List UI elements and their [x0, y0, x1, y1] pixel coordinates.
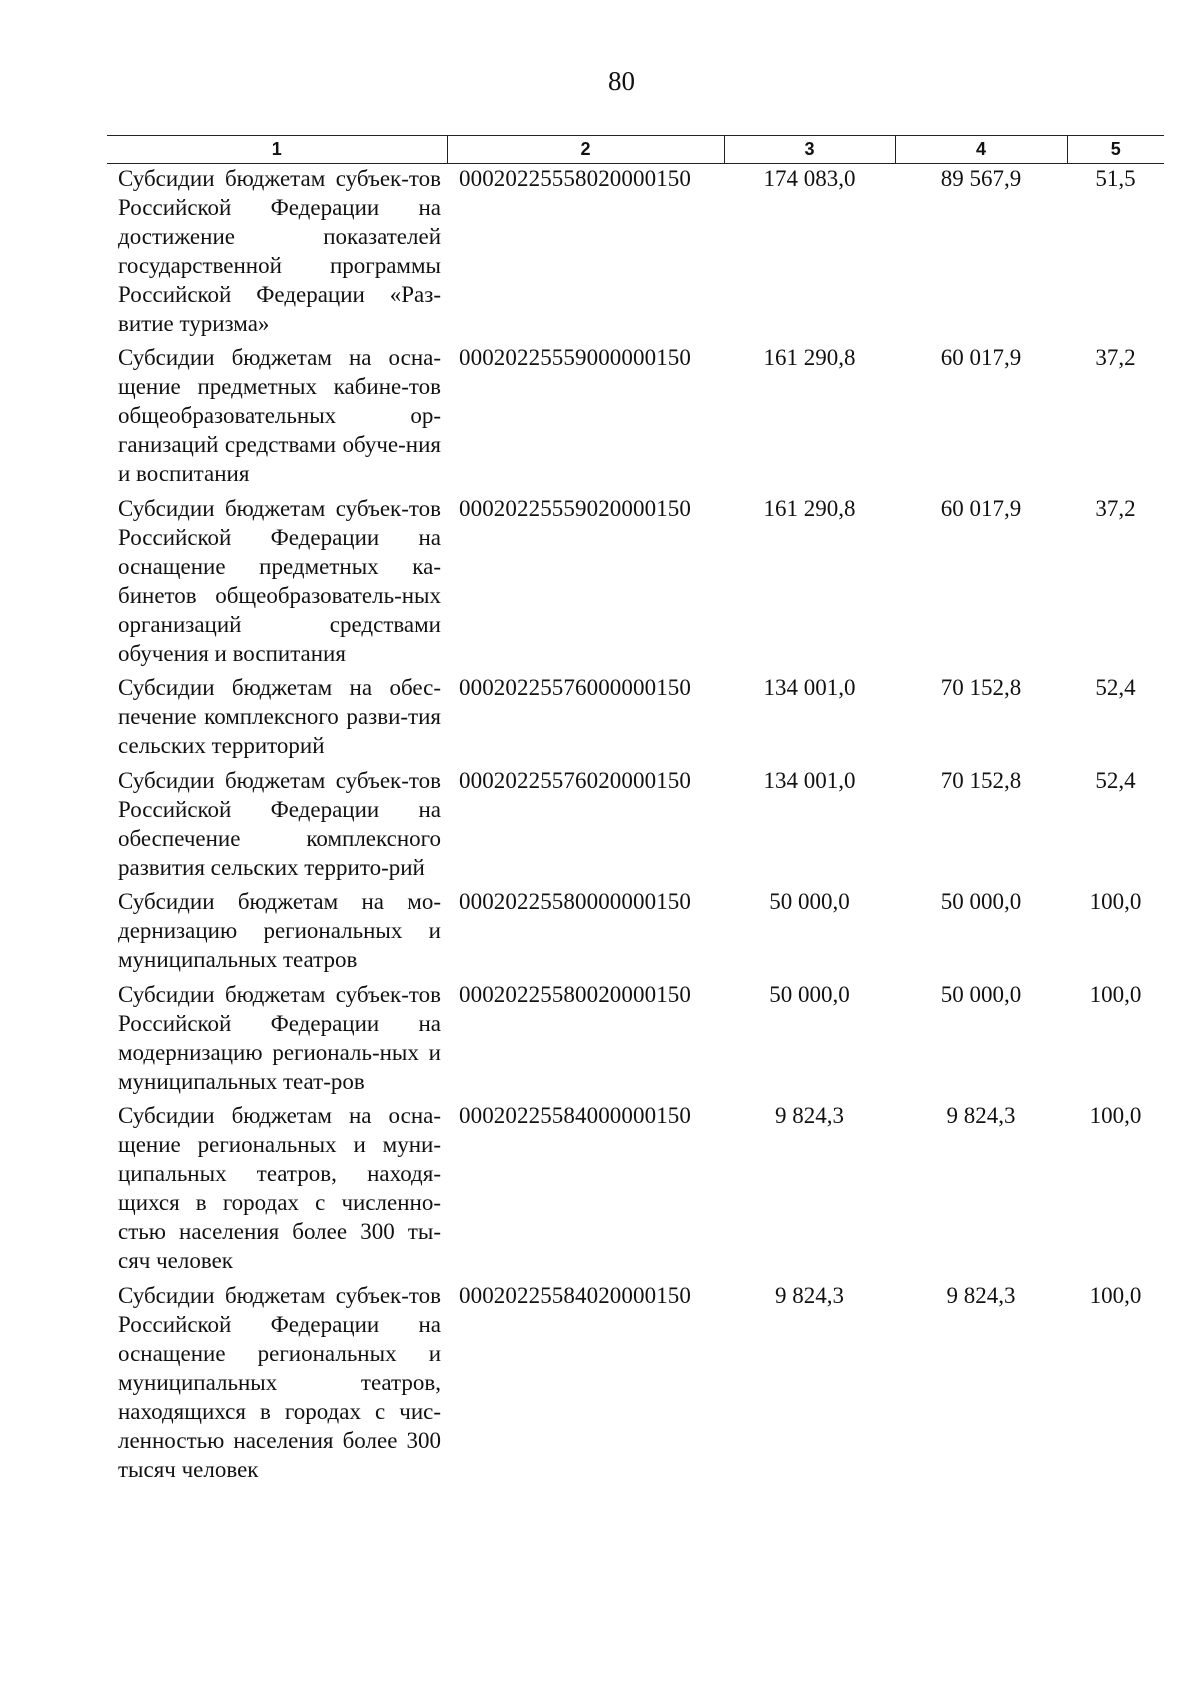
row-code: 00020225580000000150 [459, 889, 691, 914]
column-header-1: 1 [107, 136, 447, 164]
row-actual-value: 60 017,9 [940, 345, 1022, 370]
row-plan-value: 9 824,3 [775, 1103, 844, 1128]
row-name: Субсидии бюджетам субъек-тов Российской Федерации на обеспечение комплексного развития сельских террито-рий [118, 768, 441, 880]
row-name: Субсидии бюджетам на осна-щение предметных кабине-тов общеобразовательных ор-ганизаций средствами обуче-ния и воспитания [118, 345, 441, 486]
row-percent: 100,0 [1089, 1103, 1142, 1128]
row-percent: 52,4 [1095, 768, 1136, 793]
column-header-2: 2 [447, 136, 724, 164]
table-body [107, 164, 1164, 1485]
page-number: 80 [608, 66, 635, 96]
row-actual-value: 89 567,9 [940, 166, 1022, 191]
row-name: Субсидии бюджетам субъек-тов Российской Федерации на оснащение предметных ка-бинетов общеобразователь-ных организаций средствами обучения и воспитания [118, 496, 441, 666]
row-percent: 100,0 [1089, 889, 1142, 914]
row-actual-value: 50 000,0 [940, 889, 1022, 914]
row-name: Субсидии бюджетам субъек-тов Российской Федерации на достижение показателей государственной программы Российской Федерации «Раз-витие туризма» [118, 166, 441, 336]
row-code: 00020225559020000150 [459, 496, 691, 521]
table-row [107, 164, 1164, 344]
row-name: Субсидии бюджетам на обес-печение комплексного разви-тия сельских территорий [118, 675, 441, 758]
row-actual-value: 70 152,8 [940, 675, 1022, 700]
row-name: Субсидии бюджетам субъек-тов Российской Федерации на модернизацию региональ-ных и муниципальных теат-ров [118, 982, 441, 1094]
row-plan-value: 134 001,0 [763, 675, 856, 700]
row-plan-value: 50 000,0 [769, 889, 850, 914]
row-code: 00020225558020000150 [459, 166, 691, 191]
row-code: 00020225580020000150 [459, 982, 691, 1007]
table-row [107, 673, 1164, 766]
row-plan-value: 134 001,0 [763, 768, 856, 793]
row-plan-value: 161 290,8 [763, 496, 856, 521]
row-percent: 100,0 [1089, 982, 1142, 1007]
row-code: 00020225559000000150 [459, 345, 691, 370]
header-row [107, 136, 1164, 164]
table-row [107, 766, 1164, 887]
column-header-4: 4 [895, 136, 1067, 164]
table-row [107, 887, 1164, 980]
row-name: Субсидии бюджетам на мо-дернизацию региональных и муниципальных театров [118, 889, 441, 972]
table-row [107, 494, 1164, 673]
row-name: Субсидии бюджетам субъек-тов Российской Федерации на оснащение региональных и муниципальных театров, находящихся в городах с чис-ленностью населения более 300 тысяч человек [118, 1283, 441, 1482]
row-code: 00020225576000000150 [459, 675, 691, 700]
row-name: Субсидии бюджетам на осна-щение региональных и муни-ципальных театров, находя-щихся в городах с численно-стью населения более 300 ты-сяч человек [118, 1103, 441, 1273]
row-percent: 37,2 [1095, 496, 1136, 521]
column-header-5: 5 [1067, 136, 1164, 164]
row-percent: 100,0 [1089, 1283, 1142, 1308]
row-actual-value: 50 000,0 [940, 982, 1022, 1007]
row-actual-value: 60 017,9 [940, 496, 1022, 521]
row-actual-value: 9 824,3 [946, 1283, 1016, 1308]
table-row [107, 1101, 1164, 1281]
row-code: 00020225584000000150 [459, 1103, 691, 1128]
column-header-3: 3 [724, 136, 895, 164]
row-actual-value: 9 824,3 [946, 1103, 1016, 1128]
row-percent: 52,4 [1095, 675, 1136, 700]
row-plan-value: 174 083,0 [763, 166, 856, 191]
row-actual-value: 70 152,8 [940, 768, 1022, 793]
row-code: 00020225576020000150 [459, 768, 691, 793]
row-plan-value: 50 000,0 [769, 982, 850, 1007]
budget-table [107, 135, 1164, 1484]
row-plan-value: 161 290,8 [763, 345, 856, 370]
table-row [107, 1281, 1164, 1484]
table-row [107, 343, 1164, 494]
table-row [107, 980, 1164, 1101]
row-code: 00020225584020000150 [459, 1283, 691, 1308]
row-percent: 51,5 [1095, 166, 1136, 191]
row-percent: 37,2 [1095, 345, 1136, 370]
row-plan-value: 9 824,3 [775, 1283, 844, 1308]
